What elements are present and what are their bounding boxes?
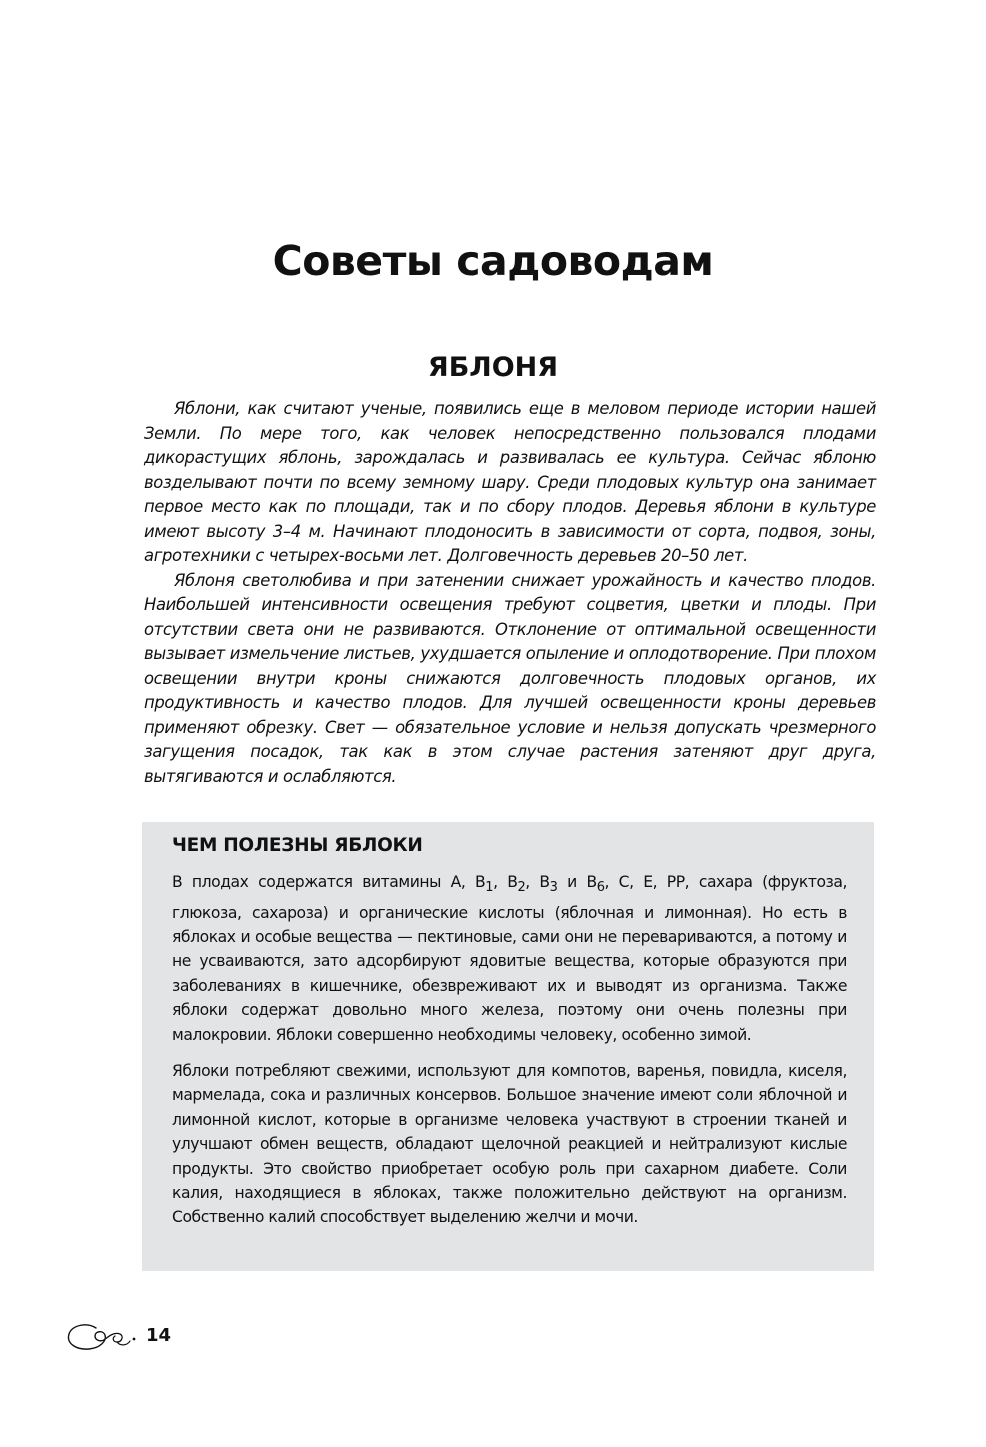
sidebar-text: , В xyxy=(525,873,550,891)
chapter-title: Советы садоводам xyxy=(272,237,714,285)
sidebar-text: , С, Е, РР, сахара (фруктоза, глюкоза, сахароза) и органические кислоты (яблочная и лимонная). Но есть в яблоках и особые вещества — пектиновые, сами они не перевариваются, а потому и не усваиваются, зато адсорбируют ядовитые вещества, которые образуются при заболеваниях в кишечнике, обезвреживают их и выводят из организма. Также яблоки содержат довольно много железа, поэтому они очень полезны при малокровии. Яблоки совершенно необходимы человеку, особенно зимой. xyxy=(172,873,848,1044)
sidebar-box xyxy=(142,822,874,1271)
sidebar-paragraph xyxy=(172,870,847,1047)
sidebar-text: , В xyxy=(493,873,518,891)
article-body xyxy=(144,397,876,789)
subscript: 6 xyxy=(596,880,605,896)
sidebar-text: и В xyxy=(557,873,597,891)
subscript: 2 xyxy=(517,880,526,896)
page-footer xyxy=(66,1318,171,1354)
sidebar-text: В плодах содержатся витамины А, В xyxy=(172,873,486,891)
sidebar-title: ЧЕМ ПОЛЕЗНЫ ЯБЛОКИ xyxy=(172,835,423,856)
page-number: 14 xyxy=(146,1325,172,1346)
sidebar-paragraph: Яблоки потребляют свежими, используют для компотов, варенья, повидла, киселя, мармелада, сока и различных консервов. Большое значение имеют соли яблочной и лимонной кислот, которые в организме человека участвуют в строении тканей и улучшают обмен веществ, обладают щелочной реакцией и нейтрализуют кислые продукты. Это свойство приобретает особую роль при сахарном диабете. Соли калия, находящиеся в яблоках, также положительно действуют на организм. Собственно калий способствует выделению желчи и мочи. xyxy=(172,1061,847,1227)
section-title: ЯБЛОНЯ xyxy=(427,352,559,383)
body-paragraph: Яблони, как считают ученые, появились еще в меловом периоде истории нашей Земли. По мере того, как человек непосредственно пользовался плодами дикорастущих яблонь, зарождалась и развивалась ее культура. Сейчас яблоню возделывают почти по всему земному шару. Среди плодовых культур она занимает первое место как по площади, так и по сбору плодов. Деревья яблони в культуре имеют высоту 3–4 м. Начинают плодоносить в зависимости от сорта, подвоя, зоны, агротехники с четырех-восьми лет. Долговечность деревьев 20–50 лет. xyxy=(144,399,876,565)
body-paragraph: Яблоня светолюбива и при затенении снижает урожайность и качество плодов. Наибольшей интенсивности освещения требуют соцветия, цветки и плоды. При отсутствии света они не развиваются. Отклонение от оптимальной освещенности вызывает измельчение листьев, ухудшается опыление и оплодотворение. При плохом освещении внутри кроны снижаются долговечность плодовых органов, их продуктивность и качество плодов. Для лучшей освещенности кроны деревьев применяют обрезку. Свет — обязательное условие и нельзя допускать чрезмерного загущения посадок, так как в этом случае растения затеняют друг друга, вытягиваются и ослабляются. xyxy=(144,570,876,786)
subscript: 1 xyxy=(485,880,494,896)
subscript: 3 xyxy=(549,880,558,896)
swirl-ornament-icon xyxy=(66,1319,142,1353)
